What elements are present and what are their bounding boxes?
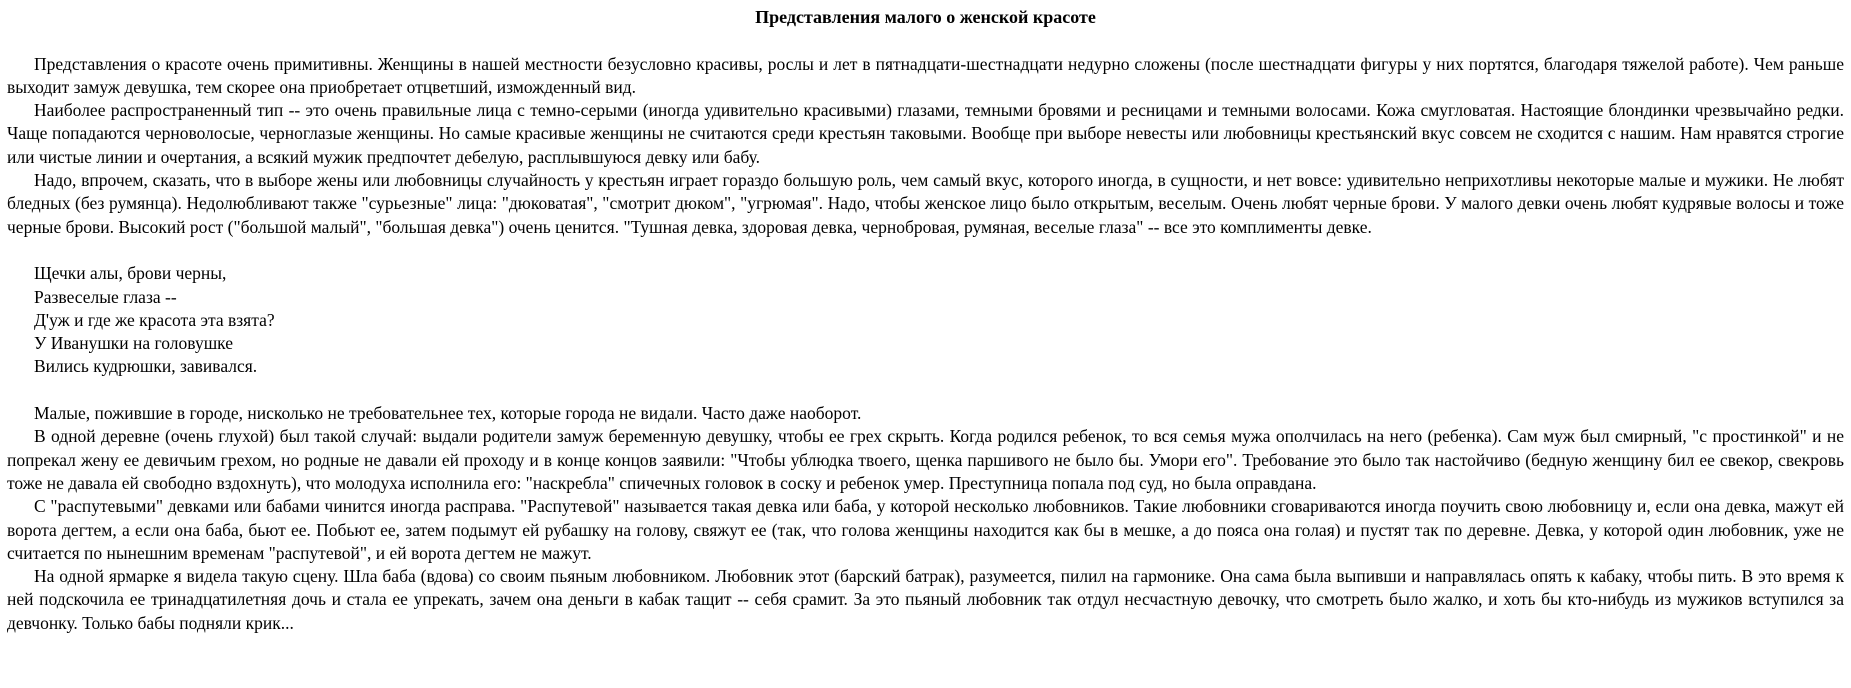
verse-line: Щечки алы, брови черны, xyxy=(34,263,227,284)
paragraph-peasant-taste: Надо, впрочем, сказать, что в выборе жены или любовницы случайность у крестьян играет гораздо большую роль, чем самый вкус, которого иногда, в сущности, и нет вовсе: удивительно неприхотливы некоторые малые и мужики. Не любят бледных (без румянца). Недолюбливают также "сурьезные" лица: "дюковатая", "смотрит дюком", "угрюмая". Надо, чтобы женское лицо было открытым, веселым. Очень любят черные брови. У малого девки очень любят кудрявые волосы и тоже черные брови. Высокий рост ("большой малый", "большая девка") очень ценится. "Тушная девка, здоровая девка, чернобровая, румяная, веселые глаза" -- все это комплименты девке. xyxy=(7,170,1844,237)
paragraph-fair-scene: На одной ярмарке я видела такую сцену. Шла баба (вдова) со своим пьяным любовником. Любовник этот (барский батрак), разумеется, пилил на гармонике. Она сама была выпивши и направлялась опять к кабаку, чтобы пить. В это время к ней подскочила ее тринадцатилетняя дочь и стала ее упрекать, зачем она деньги в кабак тащит -- себя срамит. За это пьяный любовник так отдул несчастную девочку, что смотреть было жалко, и хоть бы кто-нибудь из мужиков вступился за девчонку. Только бабы подняли крик... xyxy=(7,566,1844,633)
paragraph-city-lads: Малые, пожившие в городе, нисколько не требовательнее тех, которые города не видали. Часто даже наоборот. xyxy=(34,403,862,424)
paragraph-beauty-notions: Представления о красоте очень примитивны. Женщины в нашей местности безусловно красивы, рослы и лет в пятнадцати-шестнадцати недурно сложены (после шестнадцати фигуры у них портятся, благодаря тяжелой работе). Чем раньше выходит замуж девушка, тем скорее она приобретает отцветший, изможденный вид. xyxy=(7,53,1844,97)
verse-line: Вились кудрюшки, завивался. xyxy=(34,356,258,377)
verse-line: У Иванушки на головушке xyxy=(34,333,234,354)
paragraph-village-story: В одной деревне (очень глухой) был такой случай: выдали родители замуж беременную девушку, чтобы ее грех скрыть. Когда родился ребенок, то вся семья мужа ополчилась на него (ребенка). Сам муж был смирный, "с простинкой" и не попрекал жену ее девичьим грехом, но родные не давали ей проходу и в конце концов заявили: "Чтобы ублюдка твоего, щенка паршивого не было бы. Умори его". Требование это было так настойчиво (бедную женщину бил ее свекор, свекровь тоже не давала ей свободно вздохнуть), что молодуха исполнила его: "наскребла" спичечных головок в соску и ребенок умер. Преступница попала под суд, но была оправдана. xyxy=(7,426,1844,493)
verse-line: Д'уж и где же красота эта взята? xyxy=(34,309,275,330)
verse-line: Развеселые глаза -- xyxy=(34,286,177,307)
verse-block xyxy=(7,262,1844,378)
paragraph-common-type: Наиболее распространенный тип -- это очень правильные лица с темно-серыми (иногда удивительно красивыми) глазами, темными бровями и ресницами и темными волосами. Кожа смугловатая. Настоящие блондинки чрезвычайно редки. Чаще попадаются черноволосые, черноглазые женщины. Но самые красивые женщины не считаются среди крестьян таковыми. Вообще при выборе невесты или любовницы крестьянский вкус совсем не сходится с нашим. Нам нравятся строгие или чистые линии и очертания, а всякий мужик предпочтет дебелую, расплывшуюся девку или бабу. xyxy=(7,100,1844,167)
paragraph-rasputevye: С "распутевыми" девками или бабами чинится иногда расправа. "Распутевой" называется такая девка или баба, у которой несколько любовников. Такие любовники сговариваются иногда поучить свою любовницу и, если она девка, мажут ей ворота дегтем, а если она баба, бьют ее. Побьют ее, затем подымут ей рубашку на голову, свяжут ее (так, что голова женщины находится как бы в мешке, а до пояса она голая) и пустят так по деревне. Девка, у которой один любовник, уже не считается по нынешним временам "распутевой", и ей ворота дегтем не мажут. xyxy=(7,496,1844,563)
page-title: Представления малого о женской красоте xyxy=(755,7,1096,27)
